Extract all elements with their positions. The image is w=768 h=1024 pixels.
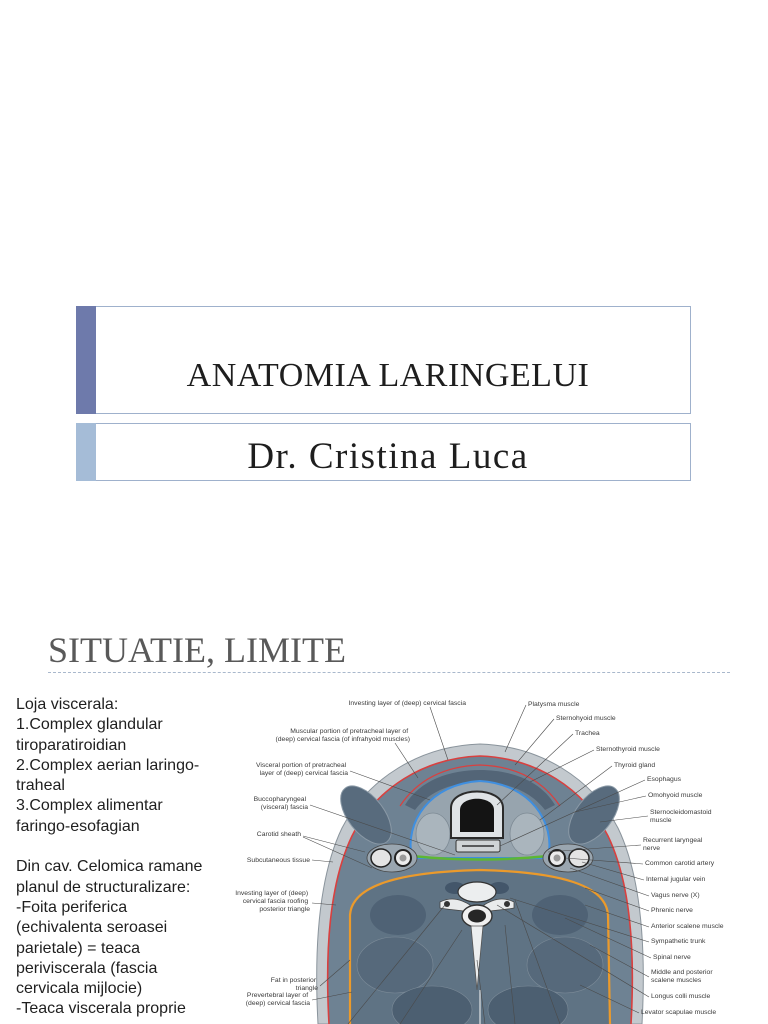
body-line-blank [16,837,231,857]
internal-jugular-vein-right [569,849,589,867]
label-levator-scapulae [641,1009,716,1016]
label-line: Common carotid artery [645,860,715,867]
subtitle-box [76,423,691,481]
label-line: (visceral) fascia [260,804,308,811]
body-line: parietale) = teaca [16,939,141,957]
label-line: Thyroid gland [614,762,656,769]
label-line: Muscular portion of pretracheal layer of [290,728,409,735]
label-sternohyoid [556,715,616,722]
title-box [76,306,691,414]
leader-line [505,705,526,752]
slide-subtitle: Dr. Cristina Luca [247,436,529,477]
body-line: -Teaca viscerala proprie [16,1000,186,1018]
label-trachea [575,730,600,737]
label-sternocleidomastoid [650,809,713,824]
label-buccopharyngeal-fascia [254,796,309,811]
body-line: periviscerala (fascia [16,959,158,977]
label-line: Levator scapulae muscle [641,1009,717,1016]
label-investing-layer [349,700,467,707]
label-line: scalene muscles [651,977,702,984]
label-prevertebral-layer [246,992,310,1007]
common-carotid-lumen-right [554,855,561,862]
body-line: Din cav. Celomica ramane [16,858,203,876]
body-line: faringo-esofagian [16,817,140,835]
label-sternothyroid [596,746,660,753]
posterior-scalene-left [357,937,433,993]
label-internal-jugular-vein [646,876,706,883]
common-carotid-lumen-left [400,855,407,862]
body-line: planul de structuralizare: [16,878,191,896]
label-line: (deep) cervical fascia (of infrahyoid muscles) [275,736,410,743]
label-recurrent-laryngeal-nerve [643,837,704,852]
label-esophagus [647,776,682,783]
body-line: cervicala mijlocie) [16,980,143,998]
label-carotid-sheath [257,831,301,838]
label-line: Phrenic nerve [651,907,693,914]
label-visceral-pretracheal [256,762,348,777]
label-longus-colli [651,993,711,1000]
body-line: (echivalenta seroasei [16,919,168,937]
heading-divider [48,672,730,673]
label-line: Carotid sheath [256,831,301,838]
vertebral-artery-right [504,901,510,907]
label-sympathetic-trunk [651,938,706,945]
label-vagus-nerve [651,892,700,899]
label-line: nerve [643,845,661,852]
label-spinal-nerve [653,954,691,961]
label-investing-roof [235,890,310,913]
label-line: Sympathetic trunk [651,938,706,945]
thyroid-lobe-left [416,813,450,855]
label-phrenic-nerve [651,907,693,914]
label-line: Visceral portion of pretracheal [255,762,347,769]
internal-jugular-vein-left [371,849,391,867]
label-line: Recurrent laryngeal [643,837,703,844]
label-line: Platysma muscle [528,701,580,708]
label-muscular-pretracheal [276,728,410,743]
label-line: Spinal nerve [653,954,691,961]
neck-cross-section-figure [225,688,768,1024]
body-line: 2.Complex aerian laringo- [16,756,200,774]
subtitle-accent-bar [76,423,96,481]
anterior-scalene-left [370,895,426,935]
label-line: Prevertebral layer of [246,992,309,999]
label-line: posterior triangle [259,906,310,913]
slide-title: ANATOMIA LARINGELUI [186,357,590,394]
vertebral-artery-left [444,901,450,907]
body-line: -Foita periferica [16,898,128,916]
label-line: Internal jugular vein [646,876,706,883]
label-line: Investing layer of (deep) [235,890,309,897]
label-fat-posterior-triangle [271,977,318,992]
label-line: Longus colli muscle [651,993,711,1000]
label-line: muscle [650,817,672,824]
label-line: Vagus nerve (X) [651,892,700,899]
body-line: traheal [16,777,65,795]
label-line: Sternothyroid muscle [596,746,660,753]
trachea-lumen [460,799,494,832]
body-line: Loja viscerala: [16,696,119,713]
vertebral-body [458,882,496,902]
label-thyroid-gland [614,762,655,769]
label-platysma [528,701,580,708]
label-line: Fat in posterior [270,977,317,984]
label-middle-posterior-scalene [651,969,714,984]
section-heading: SITUATIE, LIMITE [48,630,346,670]
body-line: 1.Complex glandular [16,716,163,734]
anterior-scalene-right [532,895,588,935]
label-line: triangle [295,985,318,992]
label-anterior-scalene [651,923,724,930]
label-line: Subcutaneous tissue [246,857,310,864]
spinal-cord [468,910,486,923]
label-subcutaneous-tissue [247,857,310,864]
body-text [16,695,231,1021]
label-line: Trachea [575,730,600,737]
label-line: Sternocleidomastoid [650,809,712,816]
label-line: Esophagus [647,776,682,783]
body-line: tiroparatiroidian [16,736,127,754]
label-line: Investing layer of (deep) cervical fascia [348,700,466,707]
label-line: Sternohyoid muscle [556,715,616,722]
title-accent-bar [76,306,96,414]
label-line: Buccopharyngeal [253,796,307,803]
label-omohyoid [648,792,703,799]
label-common-carotid-artery [645,860,715,867]
label-line: Anterior scalene muscle [651,923,724,930]
label-line: cervical fascia roofing [242,898,309,905]
label-line: layer of (deep) cervical fascia [259,770,348,777]
label-line: (deep) cervical fascia [245,1000,310,1007]
label-line: Middle and posterior [651,969,713,976]
label-line: Omohyoid muscle [648,792,703,799]
body-line: 3.Complex alimentar [16,797,163,815]
